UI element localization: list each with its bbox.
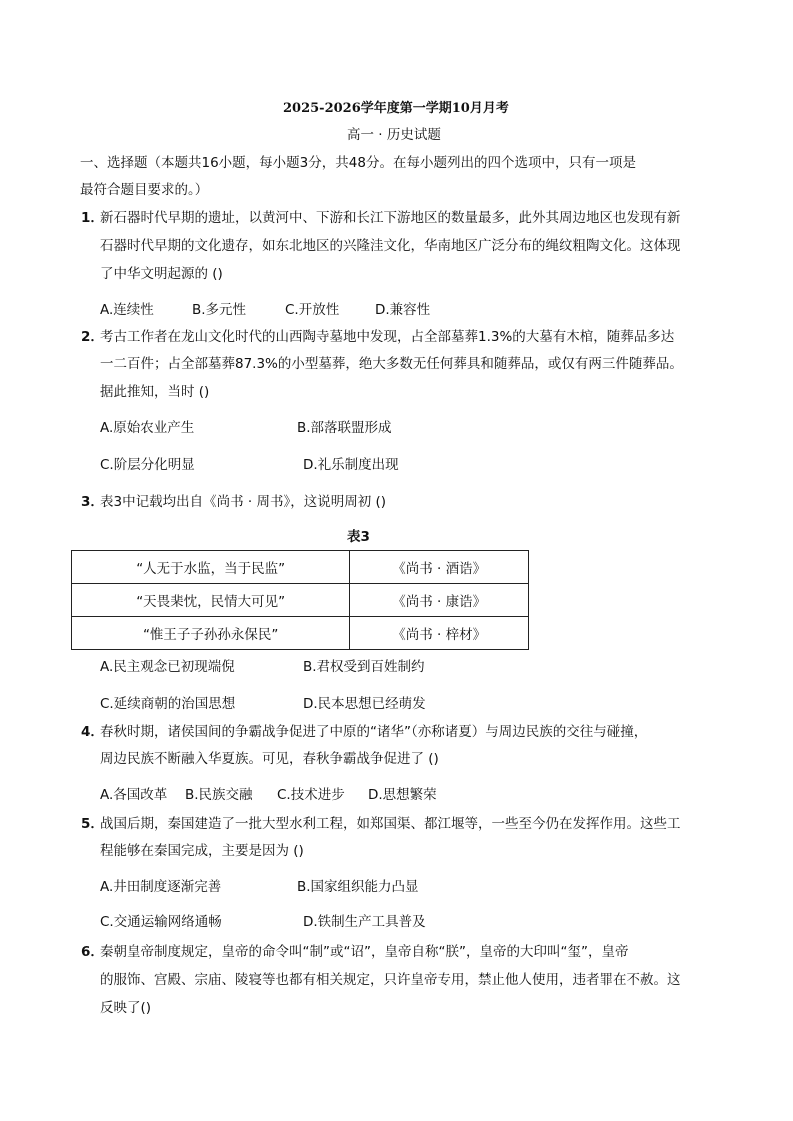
exam-subtitle: 高一 · 历史试题 [347,127,441,143]
question-text: 秦朝皇帝制度规定，皇帝的命令叫“制”或“诏”，皇帝自称“朕”，皇帝的大印叫“玺”，皇帝 [100,944,629,960]
table-cell-source: 《尚书 · 康诰》 [350,584,529,617]
question-text: 一二百件；占全部墓葬87.3%的小型墓葬，绝大多数无任何葬具和随葬品，或仅有两三件随葬品。 [100,356,683,372]
option-c[interactable]: C.延续商朝的治国思想 [100,696,236,712]
option-c[interactable]: C.技术进步 [277,787,345,803]
quote-table [71,550,529,650]
option-d[interactable]: D.礼乐制度出现 [303,457,399,473]
option-a[interactable]: A.原始农业产生 [100,420,195,436]
option-c[interactable]: C.开放性 [285,302,340,318]
question-text: 考古工作者在龙山文化时代的山西陶寺墓地中发现，占全部墓葬1.3%的大墓有木棺，随葬品多达 [100,329,675,345]
option-b[interactable]: B.君权受到百姓制约 [303,659,425,675]
question-number: 1． [81,210,104,226]
option-b[interactable]: B.部落联盟形成 [297,420,392,436]
section-heading: 一、选择题（本题共16小题，每小题3分，共48分。在每小题列出的四个选项中，只有一项是 [80,155,636,171]
question-text: 的服饰、宫殿、宗庙、陵寝等也都有相关规定，只许皇帝专用，禁止他人使用，违者罪在不赦。这 [100,972,681,988]
table-caption: 表3 [347,529,370,545]
question-text: 战国后期，秦国建造了一批大型水利工程，如郑国渠、都江堰等，一些至今仍在发挥作用。这些工 [100,816,681,832]
question-text: 新石器时代早期的遗址，以黄河中、下游和长江下游地区的数量最多，此外其周边地区也发现有新 [100,210,681,226]
section-heading-cont: 最符合题目要求的。） [80,182,209,198]
question-text: 表3中记载均出自《尚书 · 周书》，这说明周初 () [100,494,387,510]
option-d[interactable]: D.兼容性 [375,302,431,318]
question-text: 石器时代早期的文化遗存，如东北地区的兴隆洼文化，华南地区广泛分布的绳纹粗陶文化。这体现 [100,238,681,254]
option-c[interactable]: C.阶层分化明显 [100,457,195,473]
question-number: 5． [81,816,104,832]
question-number: 4． [81,724,104,740]
option-b[interactable]: B.多元性 [192,302,247,318]
question-number: 6． [81,944,104,960]
table-cell-quote: “人无于水监，当于民监” [72,551,350,584]
table-cell-quote: “天畏棐忱，民情大可见” [72,584,350,617]
table-cell-source: 《尚书 · 梓材》 [350,617,529,650]
table-cell-quote: “惟王子子孙孙永保民” [72,617,350,650]
option-c[interactable]: C.交通运输网络通畅 [100,914,222,930]
option-a[interactable]: A.连续性 [100,302,154,318]
exam-title: 2025-2026学年度第一学期10月月考 [283,101,509,116]
question-text: 周边民族不断融入华夏族。可见，春秋争霸战争促进了 () [100,751,439,767]
option-d[interactable]: D.民本思想已经萌发 [303,696,426,712]
question-text: 反映了() [100,1000,152,1016]
table-row [72,551,529,584]
table-row [72,617,529,650]
option-a[interactable]: A.井田制度逐渐完善 [100,879,222,895]
question-number: 3． [81,494,104,510]
option-d[interactable]: D.铁制生产工具普及 [303,914,426,930]
question-text: 春秋时期，诸侯国间的争霸战争促进了中原的“诸华”（亦称诸夏）与周边民族的交往与碰撞， [100,724,648,740]
option-d[interactable]: D.思想繁荣 [368,787,437,803]
question-text: 据此推知，当时 () [100,384,210,400]
question-text: 程能够在秦国完成，主要是因为 () [100,843,304,859]
table-row [72,584,529,617]
option-a[interactable]: A.民主观念已初现端倪 [100,659,235,675]
question-text: 了中华文明起源的 () [100,266,223,282]
option-b[interactable]: B.民族交融 [185,787,253,803]
question-number: 2． [81,329,104,345]
table-cell-source: 《尚书 · 酒诰》 [350,551,529,584]
option-b[interactable]: B.国家组织能力凸显 [297,879,419,895]
option-a[interactable]: A.各国改革 [100,787,168,803]
